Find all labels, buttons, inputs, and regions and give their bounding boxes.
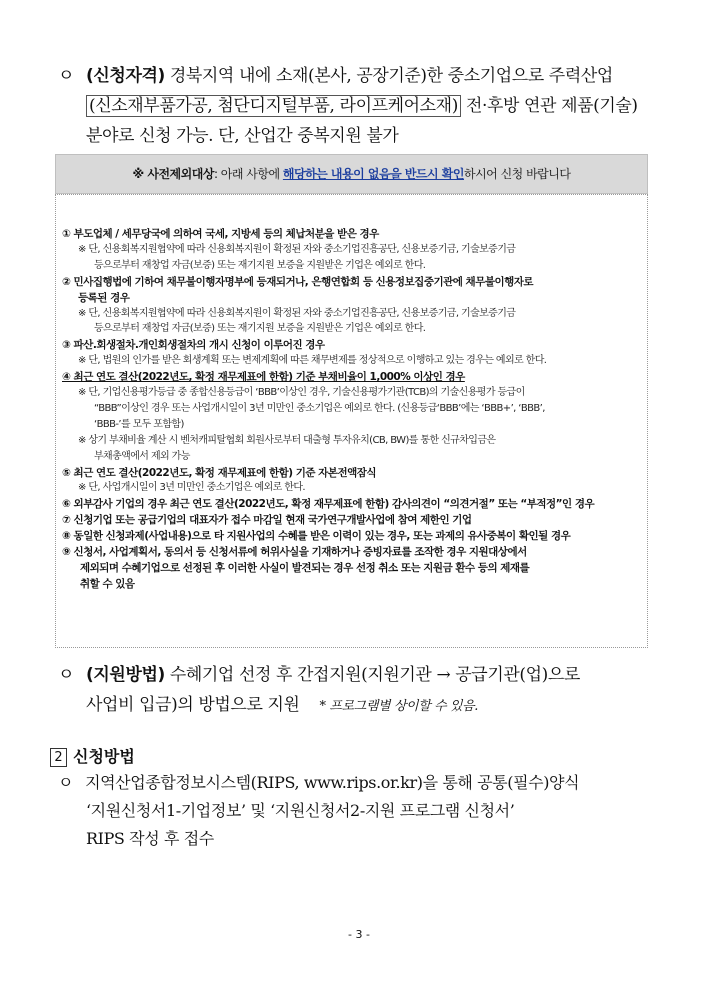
condition-exception-note-continued xyxy=(94,401,545,417)
condition-exception-note xyxy=(78,353,546,369)
condition-item xyxy=(62,465,376,481)
condition-item xyxy=(62,528,570,544)
section-title: 신청방법 xyxy=(73,747,135,766)
condition-item-continued xyxy=(78,290,129,306)
condition-text: ※ 상기 부채비율 계산 시 벤처캐피탈협회 회원사로부터 대출형 투자유치(CB, BW)를 통한 신규차입금은 xyxy=(78,434,496,446)
condition-exception-note-continued xyxy=(94,258,425,274)
condition-item xyxy=(62,496,594,512)
condition-text: ※ 단, 신용회복지원협약에 따라 신용회복지원이 확정된 자와 중소기업진흥공단, 신용보증기금, 기술보증기금 xyxy=(78,307,516,319)
industry-range: (신소재부품가공, 첨단디지털부품, 라이프케어소재) xyxy=(86,95,461,117)
eligibility-line-1 xyxy=(58,62,678,90)
eligibility-line-3: 분야로 신청 가능. 단, 산업간 중복지원 불가 xyxy=(86,126,399,146)
condition-text: ⑨ 신청서, 사업계획서, 동의서 등 신청서류에 허위사실을 기재하거나 증빙자료를 조작한 경우 지원대상에서 xyxy=(62,546,527,558)
condition-text: 부채총액에서 제외 가능 xyxy=(94,450,190,462)
condition-item xyxy=(62,226,379,242)
condition-text: ※ 단, 신용회복지원협약에 따라 신용회복지원이 확정된 자와 중소기업진흥공단, 신용보증기금, 기술보증기금 xyxy=(78,243,516,255)
program-note: * 프로그램별 상이할 수 있음. xyxy=(319,699,479,714)
condition-text: ⑦ 신청기업 또는 공급기업의 대표자가 접수 마감일 현재 국가연구개발사업에 참여 제한인 기업 xyxy=(62,514,472,527)
condition-text: “BBB”이상인 경우 또는 사업개시일이 3년 미만인 중소기업은 예외로 한다. (신용등급‘BBB’에는 ‘BBB+’, ‘BBB’, xyxy=(94,402,545,414)
exclusion-notice xyxy=(56,155,647,193)
method-label: (지원방법) xyxy=(86,665,165,685)
condition-text: ※ 단, 사업개시일이 3년 미만인 중소기업은 예외로 한다. xyxy=(78,482,306,494)
eligibility-label: (신청자격) xyxy=(86,66,165,86)
condition-text: ⑤ 최근 연도 결산(2022년도, 확정 재무제표에 한함) 기준 자본전액잠식 xyxy=(62,466,377,479)
condition-exception-note xyxy=(78,385,525,401)
application-line-1 xyxy=(58,770,579,793)
condition-exception-note xyxy=(78,242,515,258)
condition-text: ‘BBB-’를 모두 포함함) xyxy=(94,418,184,430)
method-text-2: 사업비 입금)의 방법으로 지원 xyxy=(86,695,300,715)
condition-exception-note-continued xyxy=(94,417,184,433)
condition-text: ③ 파산.회생절차.개인회생절차의 개시 신청이 이루어진 경우 xyxy=(62,339,325,352)
condition-exception-note-continued xyxy=(94,449,190,465)
method-line-2 xyxy=(86,690,478,715)
section-2-heading xyxy=(50,744,135,767)
notice-middle: : 아래 사항에 xyxy=(213,167,283,181)
condition-text: ※ 단, 법원의 인가를 받은 회생계획 또는 변제계획에 따른 채무변제를 정상적으로 이행하고 있는 경우는 예외로 한다. xyxy=(78,355,547,367)
condition-text: 제외되며 수혜기업으로 선정된 후 이러한 사실이 발견되는 경우 선정 취소 또는 지원금 환수 등의 제재를 xyxy=(80,561,530,574)
condition-exception-note-continued xyxy=(94,321,425,337)
condition-item xyxy=(62,274,533,290)
condition-text: ⑥ 외부감사 기업의 경우 최근 연도 결산(2022년도, 확정 재무제표에 한함) 감사의견이 “의견거절” 또는 “부적정”인 경우 xyxy=(62,498,595,511)
condition-exception-note xyxy=(78,306,515,322)
condition-text: 취할 수 있음 xyxy=(80,577,135,590)
condition-exception-note xyxy=(78,433,495,449)
condition-item xyxy=(62,337,325,353)
condition-text: ② 민사집행법에 기하여 채무불이행자명부에 등재되거나, 은행연합회 등 신용정보집중기관에 채무불이행자로 xyxy=(62,275,534,288)
notice-suffix: 하시어 신청 바랍니다 xyxy=(463,167,571,181)
condition-item xyxy=(62,369,465,385)
application-text: 지역산업종합정보시스템(RIPS, www.rips.or.kr)을 통해 공통(필수)양식 xyxy=(85,773,580,792)
condition-text: 등으로부터 재창업 자금(보증) 또는 재기지원 보증을 지원받은 기업은 예외로 한다. xyxy=(94,323,426,335)
notice-prefix: ※ 사전제외대상 xyxy=(132,167,214,181)
section-number-box: 2 xyxy=(50,748,67,767)
condition-text: ※ 단, 기업신용평가등급 중 종합신용등급이 ‘BBB’이상인 경우, 기술신용평가기관(TCB)의 기술신용평가 등급이 xyxy=(78,387,525,398)
condition-item-continued xyxy=(80,560,529,576)
method-line-1 xyxy=(58,660,580,685)
condition-text: ④ 최근 연도 결산(2022년도, 확정 재무제표에 한함) 기준 부채비율이 1,000% 이상인 경우 xyxy=(62,371,465,384)
condition-text: ① 부도업체 / 세무당국에 의하여 국세, 지방세 등의 체납처분을 받은 경우 xyxy=(62,228,379,240)
bullet: ㅇ xyxy=(58,665,75,685)
condition-item-continued xyxy=(80,576,135,592)
condition-text: 등으로부터 재창업 자금(보증) 또는 재기지원 보증을 지원받은 기업은 예외로 한다. xyxy=(94,259,426,271)
exclusion-notice-bar xyxy=(55,154,648,194)
eligibility-line-2 xyxy=(86,92,686,120)
eligibility-text-2: 전·후방 연관 제품(기술) xyxy=(460,96,638,116)
method-text: 수혜기업 선정 후 간접지원(지원기관 → 공급기관(업)으로 xyxy=(164,665,580,685)
condition-item xyxy=(62,512,472,528)
condition-text: ⑧ 동일한 신청과제(사업내용)으로 타 지원사업의 수혜를 받은 이력이 있는 경우, 또는 과제의 유사중복이 확인될 경우 xyxy=(62,530,571,543)
application-line-2: ‘지원신청서1-기업정보’ 및 ‘지원신청서2-지원 프로그램 신청서’ xyxy=(86,801,515,820)
condition-text: 등록된 경우 xyxy=(78,291,130,304)
application-line-3: RIPS 작성 후 접수 xyxy=(86,829,214,848)
condition-item xyxy=(62,544,527,560)
eligibility-text: 경북지역 내에 소재(본사, 공장기준)한 중소기업으로 주력산업 xyxy=(164,66,613,86)
notice-emphasis: 해당하는 내용이 없음을 반드시 확인 xyxy=(282,167,464,181)
page-number: - 3 - xyxy=(348,928,370,941)
bullet: ㅇ xyxy=(58,773,74,792)
bullet: ㅇ xyxy=(58,66,75,86)
condition-exception-note xyxy=(78,480,305,496)
